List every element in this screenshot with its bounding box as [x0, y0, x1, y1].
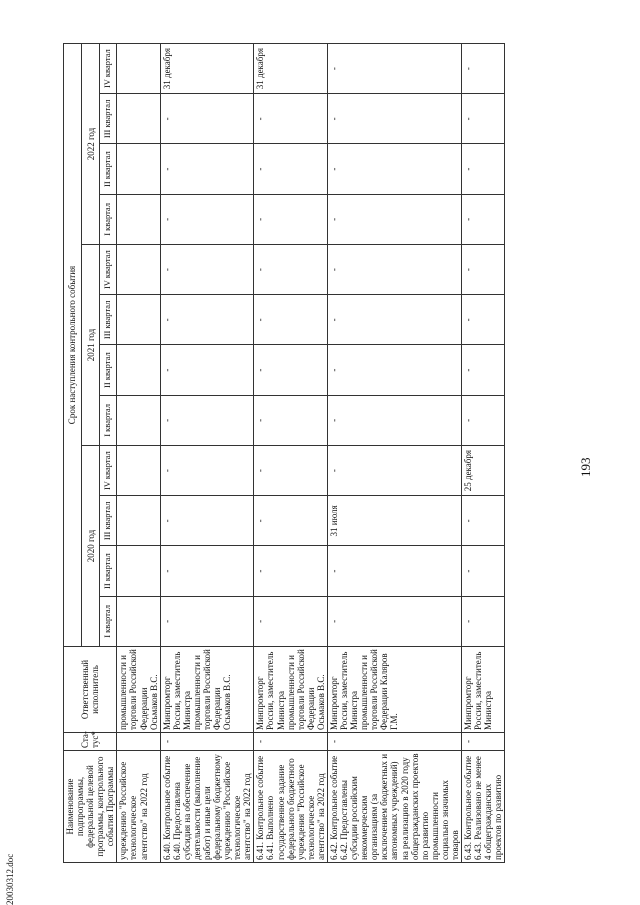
deadline-cell: -: [254, 446, 328, 496]
quarter-header: III квартал: [100, 496, 117, 546]
header-status: Ста- тус*: [64, 733, 117, 751]
deadline-cell: -: [461, 94, 504, 144]
page-number: 193: [578, 457, 593, 477]
quarter-header: IV квартал: [100, 44, 117, 94]
executor-cell: промышленности и торговли Российской Федерации Осьмаков В.С.: [117, 647, 160, 733]
event-name-cell: [327, 751, 461, 863]
table-row: [254, 44, 328, 863]
deadline-cell: -: [327, 94, 461, 144]
deadline-cell: [117, 496, 160, 546]
quarter-header: IV квартал: [100, 446, 117, 496]
deadline-cell: [117, 194, 160, 244]
deadline-cell: -: [327, 245, 461, 295]
deadline-cell: 25 декабря: [461, 446, 504, 496]
header-executor: Ответственный исполнитель: [64, 647, 117, 733]
quarter-header: I квартал: [100, 596, 117, 646]
deadline-cell: [117, 44, 160, 94]
deadline-cell: -: [327, 546, 461, 596]
event-name: Контрольное событие 6.42. Предоставлены субсидии российским некоммерческим организациям (за исключением бюджетных и автономных учреждений) на реализацию в 2020 году общегражданских проектов по развитию промышленности социально значимых товаров: [328, 753, 460, 860]
deadline-cell: -: [461, 496, 504, 546]
deadline-cell: [117, 245, 160, 295]
event-name: Контрольное событие 6.40. Предоставлена субсидия на обеспечение деятельности (выполнение работ) и иные цели федеральному бюджетному учреждению "Российское технологическое агентство" на 2022 год: [161, 754, 253, 860]
table-body: [117, 44, 505, 863]
deadline-cell: -: [254, 194, 328, 244]
header-year-2021: 2021 год: [82, 245, 100, 446]
event-number: 6.43.: [462, 839, 473, 860]
quarter-header: III квартал: [100, 295, 117, 345]
deadline-cell: 31 июля: [327, 496, 461, 546]
deadline-cell: -: [461, 395, 504, 445]
deadline-cell: -: [160, 345, 254, 395]
deadline-cell: -: [254, 546, 328, 596]
deadline-cell: -: [254, 496, 328, 546]
executor-cell: Минпромторг России, заместитель Министра промышленности и торговли Российской Федерации Осьмаков В.С.: [160, 647, 254, 733]
quarter-header: I квартал: [100, 194, 117, 244]
deadline-cell: -: [254, 345, 328, 395]
event-name-cell: [117, 751, 160, 863]
event-name: учреждению "Российское технологическое агентство" на 2022 год: [118, 761, 149, 860]
deadline-cell: [117, 144, 160, 194]
deadline-cell: -: [327, 144, 461, 194]
event-name: Контрольное событие 6.41. Выполнено государственное задание федерального бюджетного учреждения "Российское технологическое агентство" на 2022 год: [255, 755, 326, 860]
deadline-cell: -: [160, 194, 254, 244]
deadline-cell: -: [327, 446, 461, 496]
status-cell: -: [327, 733, 461, 751]
deadline-cell: -: [327, 194, 461, 244]
deadline-cell: [117, 596, 160, 646]
quarter-header: II квартал: [100, 144, 117, 194]
deadline-cell: -: [160, 446, 254, 496]
deadline-cell: [117, 546, 160, 596]
deadline-cell: -: [160, 496, 254, 546]
deadline-cell: -: [160, 596, 254, 646]
table-row: [461, 44, 504, 863]
table-row: [327, 44, 461, 863]
deadline-cell: 31 декабря: [254, 44, 328, 94]
deadline-cell: [117, 395, 160, 445]
deadline-cell: 31 декабря: [160, 44, 254, 94]
deadline-cell: -: [327, 295, 461, 345]
deadline-cell: -: [327, 345, 461, 395]
status-cell: -: [254, 733, 328, 751]
deadline-cell: -: [461, 546, 504, 596]
deadline-cell: -: [254, 245, 328, 295]
quarter-header: II квартал: [100, 546, 117, 596]
deadline-cell: -: [327, 44, 461, 94]
quarter-header: I квартал: [100, 395, 117, 445]
quarter-header: II квартал: [100, 345, 117, 395]
deadline-cell: -: [327, 395, 461, 445]
deadline-cell: -: [461, 194, 504, 244]
event-name-cell: [461, 751, 504, 863]
event-name: Контрольное событие 6.43. Реализовано не менее 4 общегражданских проектов по развитию: [462, 755, 504, 860]
deadline-cell: -: [160, 295, 254, 345]
executor-cell: Минпромторг России, заместитель Министра: [461, 647, 504, 733]
header-year-2022: 2022 год: [82, 44, 100, 245]
deadline-cell: -: [461, 295, 504, 345]
deadline-cell: [117, 446, 160, 496]
deadline-cell: -: [160, 245, 254, 295]
deadline-cell: -: [254, 144, 328, 194]
deadline-cell: -: [461, 144, 504, 194]
event-number: 6.42.: [328, 839, 339, 860]
deadline-cell: -: [254, 295, 328, 345]
deadline-cell: -: [160, 144, 254, 194]
deadline-cell: -: [461, 44, 504, 94]
deadline-cell: [117, 295, 160, 345]
deadline-cell: -: [254, 596, 328, 646]
deadline-cell: -: [160, 94, 254, 144]
event-name-cell: [160, 751, 254, 863]
deadline-cell: [117, 345, 160, 395]
deadline-cell: -: [461, 596, 504, 646]
quarter-header: III квартал: [100, 94, 117, 144]
deadline-cell: -: [461, 345, 504, 395]
executor-cell: Минпромторг России, заместитель Министра промышленности и торговли Российской Федерации Осьмаков В.С.: [254, 647, 328, 733]
table-row: [117, 44, 160, 863]
header-deadline: Срок наступления контрольного события: [64, 44, 82, 647]
table-row: [160, 44, 254, 863]
status-cell: -: [160, 733, 254, 751]
header-year-2020: 2020 год: [82, 446, 100, 647]
footer-code: 20030312.doc: [5, 853, 15, 905]
status-cell: -: [461, 733, 504, 751]
event-number: 6.40.: [161, 839, 172, 860]
deadline-cell: -: [327, 596, 461, 646]
deadline-cell: -: [254, 395, 328, 445]
header-name: Наименование подпрограммы, федеральной целевой программы, контрольного события Программы: [64, 751, 117, 863]
deadline-cell: -: [160, 546, 254, 596]
deadline-cell: -: [254, 94, 328, 144]
deadline-cell: -: [160, 395, 254, 445]
status-cell: [117, 733, 160, 751]
quarter-header: IV квартал: [100, 245, 117, 295]
deadline-cell: [117, 94, 160, 144]
event-number: 6.41.: [255, 839, 266, 860]
deadline-cell: -: [461, 245, 504, 295]
event-name-cell: [254, 751, 328, 863]
executor-cell: Минпромторг России, заместитель Министра промышленности и торговли Российской Федерации Каляров Г.М.: [327, 647, 461, 733]
schedule-table: [63, 43, 505, 863]
